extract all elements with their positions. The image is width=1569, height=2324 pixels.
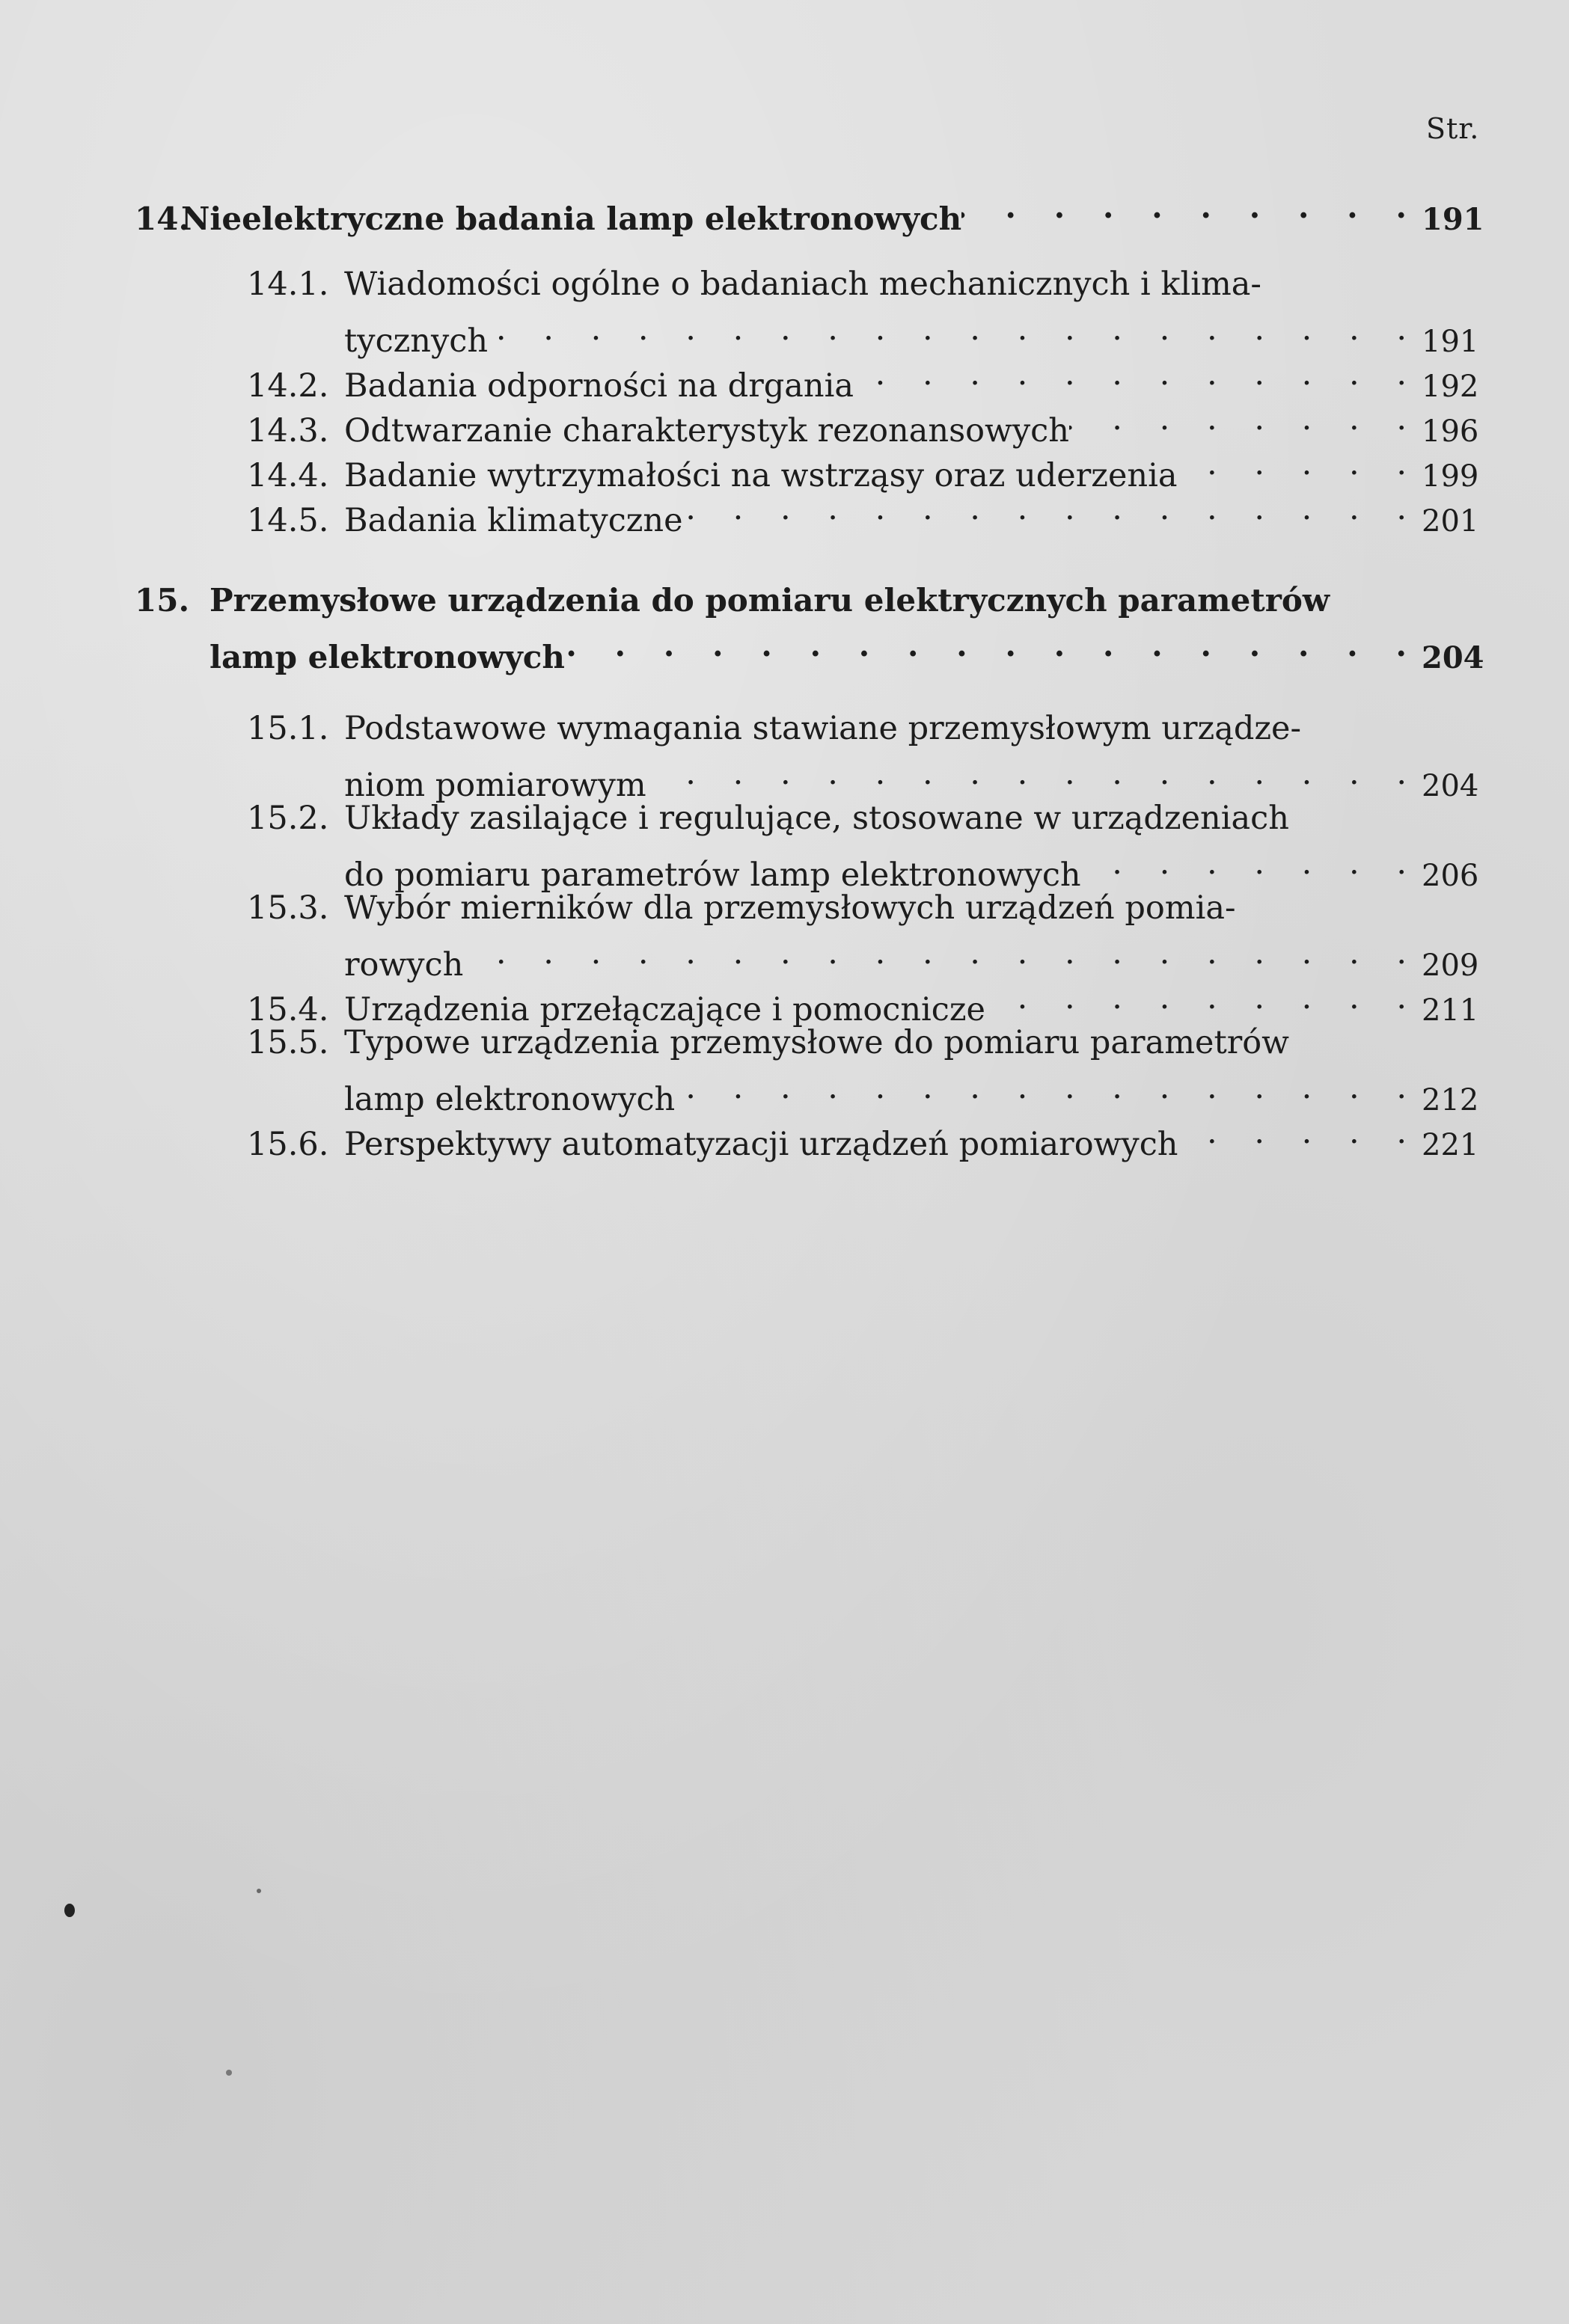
toc-section-15-5 [247,1020,1474,1065]
page-number: 196 [1422,414,1479,449]
section-title-line-2: niom pomiarowym [344,767,646,804]
paper-speck [257,1889,261,1893]
page-number: 192 [1422,370,1479,404]
leader-dots [961,185,1422,230]
page-number: 212 [1422,1083,1479,1117]
chapter-title: Nieelektryczne badania lamp elektronowych [181,200,962,237]
section-number: 15.5. [247,1024,329,1061]
toc-chapter-15-cont [209,623,1484,675]
toc-section-15-2 [247,796,1474,841]
chapter-title-line-2: lamp elektronowych [209,639,565,675]
section-number: 14.4. [247,457,329,494]
paper-speck [64,1904,75,1917]
section-number: 14.3. [247,412,329,450]
section-title: Badania odporności na drgania [344,367,854,405]
toc-section-15-5-cont [344,1065,1479,1118]
toc-section-15-1-cont [344,751,1479,804]
section-title: Urządzenia przełączające i pomocnicze [344,991,985,1028]
toc-section-15-4 [247,975,1479,1028]
section-title-line-2: do pomiaru parametrów lamp elektronowych [344,856,1081,894]
section-number: 15.1. [247,710,329,747]
leader-dots [463,930,1422,975]
section-title-line-2: tycznych [344,322,489,360]
leader-dots [854,352,1422,396]
section-number: 15.2. [247,800,329,837]
section-title-line-1: Układy zasilające i regulujące, stosowane w urządzeniach [344,800,1289,837]
toc-section-15-3-cont [344,930,1479,984]
section-title-line-1: Wybór mierników dla przemysłowych urządzeń pomia- [344,889,1236,927]
section-number: 14.1. [247,266,329,303]
section-title: Odtwarzanie charakterystyk rezonansowych [344,412,1069,450]
leader-dots [985,975,1422,1020]
toc-section-14-5 [247,486,1479,539]
chapter-title-line-1: Przemysłowe urządzenia do pomiaru elektrycznych parametrów [209,582,1330,619]
toc-section-15-1 [247,706,1474,751]
section-title-line-1: Typowe urządzenia przemysłowe do pomiaru parametrów [344,1024,1289,1061]
page-number: 204 [1422,769,1479,803]
leader-dots [1178,1110,1422,1155]
section-title-line-1: Podstawowe wymagania stawiane przemysłowym urządze- [344,710,1301,747]
page-number: 204 [1422,640,1484,675]
section-title-line-2: lamp elektronowych [344,1081,676,1118]
chapter-number: 14. [135,200,190,237]
section-title: Badania klimatyczne [344,502,683,539]
section-title: Perspektywy automatyzacji urządzeń pomiarowych [344,1126,1178,1163]
page-number: 199 [1422,459,1479,494]
chapter-number: 15. [135,582,190,619]
leader-dots [565,623,1422,668]
leader-dots [646,751,1422,796]
toc-section-15-6 [247,1110,1479,1163]
toc-chapter-15 [135,578,1474,623]
section-number: 15.4. [247,991,329,1028]
toc-section-15-2-cont [344,841,1479,894]
page-number: 221 [1422,1128,1479,1162]
toc-section-14-2 [247,352,1479,405]
leader-dots [675,1065,1422,1110]
page-number: 211 [1422,993,1479,1028]
toc-section-14-4 [247,441,1479,494]
toc-chapter-14 [135,185,1484,237]
section-title: Badanie wytrzymałości na wstrząsy oraz uderzenia [344,457,1178,494]
section-title-line-2: rowych [344,946,464,984]
leader-dots [488,307,1422,352]
section-number: 14.5. [247,502,329,539]
section-title-line-1: Wiadomości ogólne o badaniach mechanicznych i klima- [344,266,1261,303]
leader-dots [683,486,1422,531]
toc-section-15-3 [247,886,1474,930]
section-number: 15.3. [247,889,329,927]
toc-section-14-1-cont [344,307,1479,360]
page-number: 206 [1422,859,1479,893]
page-number: 209 [1422,948,1479,983]
page-number: 191 [1422,325,1479,359]
leader-dots [1069,396,1422,441]
page-column-label: Str. [1426,112,1480,145]
section-number: 15.6. [247,1126,329,1163]
leader-dots [1178,441,1422,486]
leader-dots [1081,841,1422,886]
toc-section-14-3 [247,396,1479,450]
paper-speck [226,2070,232,2076]
page-number: 201 [1422,504,1479,539]
page-number: 191 [1422,202,1484,237]
toc-section-14-1 [247,262,1474,307]
section-number: 14.2. [247,367,329,405]
